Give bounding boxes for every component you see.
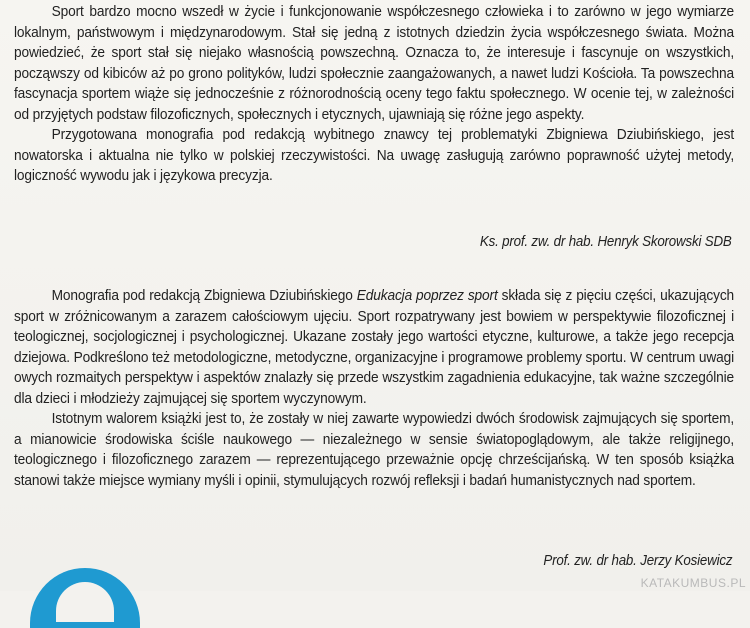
review-1 (14, 2, 734, 187)
watermark: KATAKUMBUS.PL (640, 576, 746, 590)
review-2-intro-text: Monografia pod redakcją Zbigniewa Dziubińskiego (51, 288, 357, 304)
review-2-paragraph-1 (14, 286, 734, 409)
review-2-body-text: składa się z pięciu części, ukazujących sport w zróżnicowanym a zarazem całościowym ujęciu. Sport rozpatrywany jest bowiem w perspektywie filozoficznej i teologicznej, socjologicznej i psychologicznej. Ukazane zostały jego wartości etyczne, kulturowe, a także jego recepcja dziejowa. Podkreślono też metodologiczne, metodyczne, organizacyjne i programowe problemy sportu. W centrum uwagi owych rozmaitych perspektyw i aspektów znalazły się przede wszystkim zagadnienia edukacyjne, tak ważne szczególnie dla dzieci i młodzieży zajmującej się sportem wyczynowym. (14, 288, 735, 407)
review-2 (14, 286, 734, 491)
review-1-signature: Ks. prof. zw. dr hab. Henryk Skorowski SDB (480, 234, 732, 250)
review-2-signature: Prof. zw. dr hab. Jerzy Kosiewicz (543, 553, 732, 569)
review-1-paragraph-2: Przygotowana monografia pod redakcją wybitnego znawcy tej problematyki Zbigniewa Dziubińskiego, jest nowatorska i aktualna nie tylko w polskiej rzeczywistości. Na uwagę zasługują zarówno poprawność użytej metody, logiczność wywodu jak i językowa precyzja. (14, 127, 735, 184)
book-title: Edukacja poprzez sport (356, 288, 498, 304)
review-2-paragraph-2: Istotnym walorem książki jest to, że zostały w niej zawarte wypowiedzi dwóch środowisk zajmujących się sportem, a mianowicie środowiska ściśle naukowego — niezależnego w sensie światopoglądowym, ale także religijnego, teologicznego i filozoficznego zarazem — reprezentującego przeważnie opcję chrześcijańską. W ten sposób książka stanowi także miejsce wymiany myśli i opinii, stymulujących rozwój refleksji i badań humanistycznych nad sportem. (14, 411, 735, 489)
review-1-paragraph-1: Sport bardzo mocno wszedł w życie i funkcjonowanie współczesnego człowieka i to zarówno w jego wymiarze lokalnym, państwowym i międzynarodowym. Stał się jedną z istotnych dziedzin życia współczesnego świata. Można powiedzieć, że sport stał się niejako własnością powszechną. Oznacza to, że interesuje i fascynuje on wszystkich, począwszy od kibiców aż po grono polityków, ludzi społecznie zaangażowanych, a nawet ludzi Kościoła. Ta powszechna fascynacja sportem wiąże się jednocześnie z różnorodnością oceny tego faktu społecznego. W ocenie tej, w zależności od przyjętych podstaw filozoficznych, społecznych i etycznych, ujawniają się różne jego aspekty. (14, 4, 735, 123)
publisher-logo (30, 568, 140, 628)
